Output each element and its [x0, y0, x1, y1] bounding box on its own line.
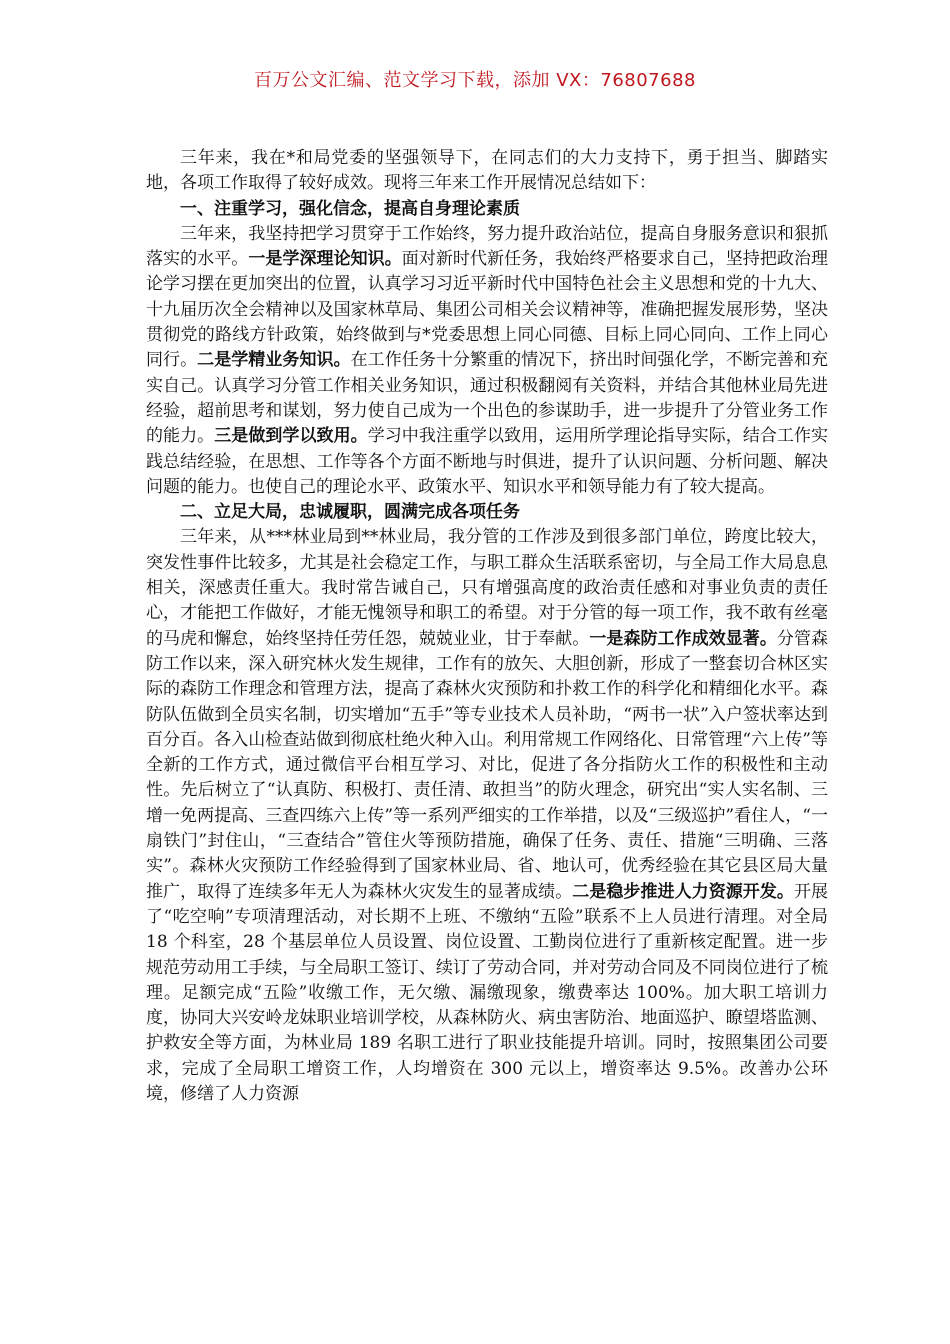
- intro-paragraph: 三年来，我在*和局党委的坚强领导下，在同志们的大力支持下，勇于担当、脚踏实地，各项工作取得了较好成效。现将三年来工作开展情况总结如下：: [146, 148, 828, 194]
- section-2-paragraph: 三年来，从***林业局到**林业局，我分管的工作涉及到很多部门单位，跨度比较大，突发性事件比较多，尤其是社会稳定工作，与职工群众生活联系密切，与全局工作大局息息相关，深感责任重大。我时常告诫自己，只有增强高度的政治责任感和对事业负责的责任心，才能把工作做好，才能无愧领导和职工的希望。对于分管的每一项工作，我不敢有丝毫的马虎和懈怠，始终坚持任劳任怨，兢兢业业，甘于奉献。一是森防工作成效显著。分管森防工作以来，深入研究林火发生规律，工作有的放矢、大胆创新，形成了一整套切合林区实际的森防工作理念和管理方法，提高了森林火灾预防和扑救工作的科学化和精细化水平。森防队伍做到全员实名制，切实增加“五手”等专业技术人员补助，“两书一状”入户签状率达到百分百。各入山检查站做到彻底杜绝火种入山。利用常规工作网络化、日常管理“六上传”等全新的工作方式，通过微信平台相互学习、对比，促进了各分指防火工作的积极性和主动性。先后树立了“认真防、积极打、责任清、敢担当”的防火理念，研究出“实人实名制、三增一免两提高、三查四练六上传”等一系列严细实的工作举措，以及“三级巡护”看住人，“一扇铁门”封住山，“三查结合”管住火等预防措施，确保了任务、责任、措施“三明确、三落实”。森林火灾预防工作经验得到了国家林业局、省、地认可，优秀经验在其它县区局大量推广，取得了连续多年无人为森林火灾发生的显著成绩。二是稳步推进人力资源开发。开展了“吃空响”专项清理活动，对长期不上班、不缴纳“五险”联系不上人员进行清理。对全局 18 个科室，28 个基层单位人员设置、岗位设置、工勤岗位进行了重新核定配置。进一步规范劳动用工手续，与全局职工签订、续订了劳动合同，并对劳动合同及不同岗位进行了梳理。足额完成“五险”收缴工作，无欠缴、漏缴现象，缴费率达 100%。加大职工培训力度，协同大兴安岭龙妹职业培训学校，从森林防火、病虫害防治、地面巡护、瞭望塔监测、护救安全等方面，为林业局 189 名职工进行了职业技能提升培训。同时，按照集团公司要求，完成了全局职工增资工作，人均增资在 300 元以上，增资率达 9.5%。改善办公环境，修缮了人力资源: [146, 527, 829, 1104]
- document-body: [146, 146, 828, 1107]
- watermark-header: 百万公文汇编、范文学习下载，添加 VX：76807688: [254, 70, 696, 91]
- section-1-paragraph: 三年来，我坚持把学习贯穿于工作始终，努力提升政治站位，提高自身服务意识和狠抓落实的水平。一是学深理论知识。面对新时代新任务，我始终严格要求自己，坚持把政治理论学习摆在更加突出的位置，认真学习习近平新时代中国特色社会主义思想和党的十九大、十九届历次全会精神以及国家林草局、集团公司相关会议精神等，准确把握发展形势，坚决贯彻党的路线方针政策，始终做到与*党委思想上同心同德、目标上同心同向、工作上同心同行。二是学精业务知识。在工作任务十分繁重的情况下，挤出时间强化学，不断完善和充实自己。认真学习分管工作相关业务知识，通过积极翻阅有关资料，并结合其他林业局先进经验，超前思考和谋划，努力使自己成为一个出色的参谋助手，进一步提升了分管业务工作的能力。三是做到学以致用。学习中我注重学以致用，运用所学理论指导实际，结合工作实践总结经验，在思想、工作等各个方面不断地与时俱进，提升了认识问题、分析问题、解决问题的能力。也使自己的理论水平、政策水平、知识水平和领导能力有了较大提高。: [146, 223, 829, 497]
- section-1-heading: 一、注重学习，强化信念，提高自身理论素质: [180, 198, 520, 219]
- section-2-heading: 二、立足大局，忠诚履职，圆满完成各项任务: [180, 502, 520, 523]
